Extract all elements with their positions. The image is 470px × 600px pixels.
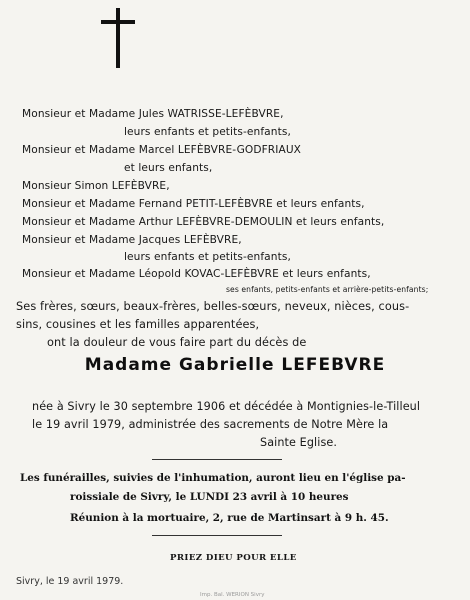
funeral-line-3: Réunion à la mortuaire, 2, rue de Martinsart à 9 h. 45. bbox=[70, 512, 389, 524]
prayer-text: PRIEZ DIEU POUR ELLE bbox=[170, 553, 297, 563]
family-line-3: Monsieur et Madame Marcel LEFÈBVRE-GODFRIAUX bbox=[22, 144, 302, 156]
family-line-9: leurs enfants et petits-enfants, bbox=[124, 251, 291, 263]
bio-line-3: Sainte Eglise. bbox=[260, 436, 338, 449]
divider-bottom bbox=[152, 535, 282, 536]
relatives-line-2: sins, cousines et les familles apparentées, bbox=[16, 318, 260, 331]
family-line-11: ses enfants, petits-enfants et arrière-petits-enfants; bbox=[226, 285, 429, 294]
family-line-1: Monsieur et Madame Jules WATRISSE-LEFÈBVRE, bbox=[22, 108, 284, 120]
relatives-line-1: Ses frères, sœurs, beaux-frères, belles-sœurs, neveux, nièces, cous- bbox=[16, 300, 410, 313]
cross-icon bbox=[98, 8, 138, 68]
printer-credit: Imp. Bal. WERION Sivry bbox=[200, 592, 265, 598]
relatives-line-3: ont la douleur de vous faire part du décès de bbox=[47, 336, 307, 349]
family-line-4: et leurs enfants, bbox=[124, 162, 213, 174]
family-line-10: Monsieur et Madame Léopold KOVAC-LEFÈBVRE et leurs enfants, bbox=[22, 268, 371, 280]
place-date: Sivry, le 19 avril 1979. bbox=[16, 576, 124, 587]
family-line-8: Monsieur et Madame Jacques LEFÈBVRE, bbox=[22, 234, 242, 246]
deceased-name: Madame Gabrielle LEFEBVRE bbox=[84, 355, 386, 375]
family-line-7: Monsieur et Madame Arthur LEFÈBVRE-DEMOULIN et leurs enfants, bbox=[22, 216, 385, 228]
family-line-2: leurs enfants et petits-enfants, bbox=[124, 126, 291, 138]
bio-line-2: le 19 avril 1979, administrée des sacrements de Notre Mère la bbox=[32, 418, 389, 431]
family-line-6: Monsieur et Madame Fernand PETIT-LEFÈBVRE et leurs enfants, bbox=[22, 198, 365, 210]
funeral-line-2: roissiale de Sivry, le LUNDI 23 avril à 10 heures bbox=[70, 491, 349, 503]
bio-line-1: née à Sivry le 30 septembre 1906 et décédée à Montignies-le-Tilleul bbox=[32, 400, 421, 413]
funeral-line-1: Les funérailles, suivies de l'inhumation, auront lieu en l'église pa- bbox=[20, 472, 406, 484]
family-line-5: Monsieur Simon LEFÈBVRE, bbox=[22, 180, 170, 192]
divider-top bbox=[152, 459, 282, 460]
